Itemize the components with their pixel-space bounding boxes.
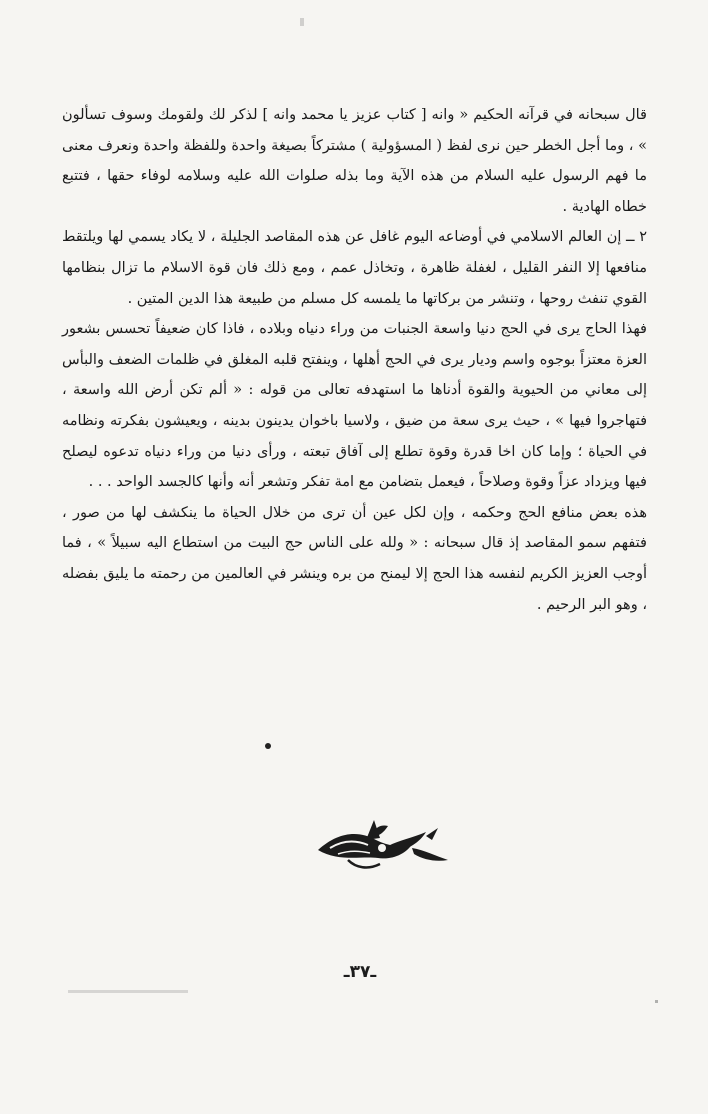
paragraph-4: هذه بعض منافع الحج وحكمه ، وإن لكل عين أن ترى من خلال الحياة ما ينكشف لها من صور ، فتفهم سمو المقاصد إذ قال سبحانه : « ولله على الناس حج البيت من استطاع اليه سبيلاً » ، فما أوجب العزيز الكريم لنفسه هذا الحج إلا ليمنح من بره وينشر في العالمين من رحمته ما يليق بفضله ، وهو البر الرحيم . bbox=[62, 504, 647, 613]
body-text bbox=[62, 100, 647, 620]
paragraph-2: ٢ ــ إن العالم الاسلامي في أوضاعه اليوم غافل عن هذه المقاصد الجليلة ، لا يكاد يسمي لها ويلتقط منافعها إلا النفر القليل ، لغفلة ظاهرة ، وتخاذل عمم ، ومع ذلك فان قوة الاسلام ما تزال بنظامها القوي تنفث روحها ، وتنشر من بركاتها ما يلمسه كل مسلم من طبيعة هذا الدين المتين . bbox=[62, 229, 647, 307]
page-number: ـ٣٧ـ bbox=[343, 962, 377, 982]
bullet-dot bbox=[265, 743, 271, 749]
scan-speck bbox=[68, 990, 188, 993]
scan-speck bbox=[300, 18, 304, 26]
paragraph-1: قال سبحانه في قرآنه الحكيم « وانه [ كتاب عزيز يا محمد وانه ] لذكر لك ولقومك وسوف تسألون » ، وما أجل الخطر حين نرى لفظ ( المسؤولية ) مشتركاً بصيغة واحدة وللفظة واحدة ونعرف معنى ما فهم الرسول عليه السلام من هذه الآية وما بذله صلوات الله عليه وسلامه لوفاء حقها ، فتتبع خطاه الهادية . bbox=[62, 107, 647, 215]
paragraph-3: فهذا الحاج يرى في الحج دنيا واسعة الجنبات من وراء دنياه وبلاده ، فاذا كان ضعيفاً تحسس بشعور العزة معتزاً بوجوه واسم وديار يرى في الحج أهلها ، وينفتح قلبه المغلق في ظلمات الضعف والبأس إلى معاني من الحيوية والقوة أدناها ما استهدفه تعالى من قوله : « ألم تكن أرض الله واسعة ، فتهاجروا فيها » ، حيث يرى سعة من ضيق ، ولاسيا باخوان يدينون بدينه ، ويعيشون بفكرته ونظامه في الحياة ؛ وإما كان اخا قدرة وقوة تطلع إلى آفاق تبعته ، ورأى دنيا من وراء دنياه تدعوه ليصلح فيها ويزداد عزاً وقوة وصلاحاً ، فيعمل بتضامن مع امة تفكر وتشعر أنه وأنها كالجسد الواحد . . . bbox=[62, 321, 647, 491]
scan-speck bbox=[655, 1000, 658, 1003]
floral-ornament-icon bbox=[308, 810, 458, 880]
